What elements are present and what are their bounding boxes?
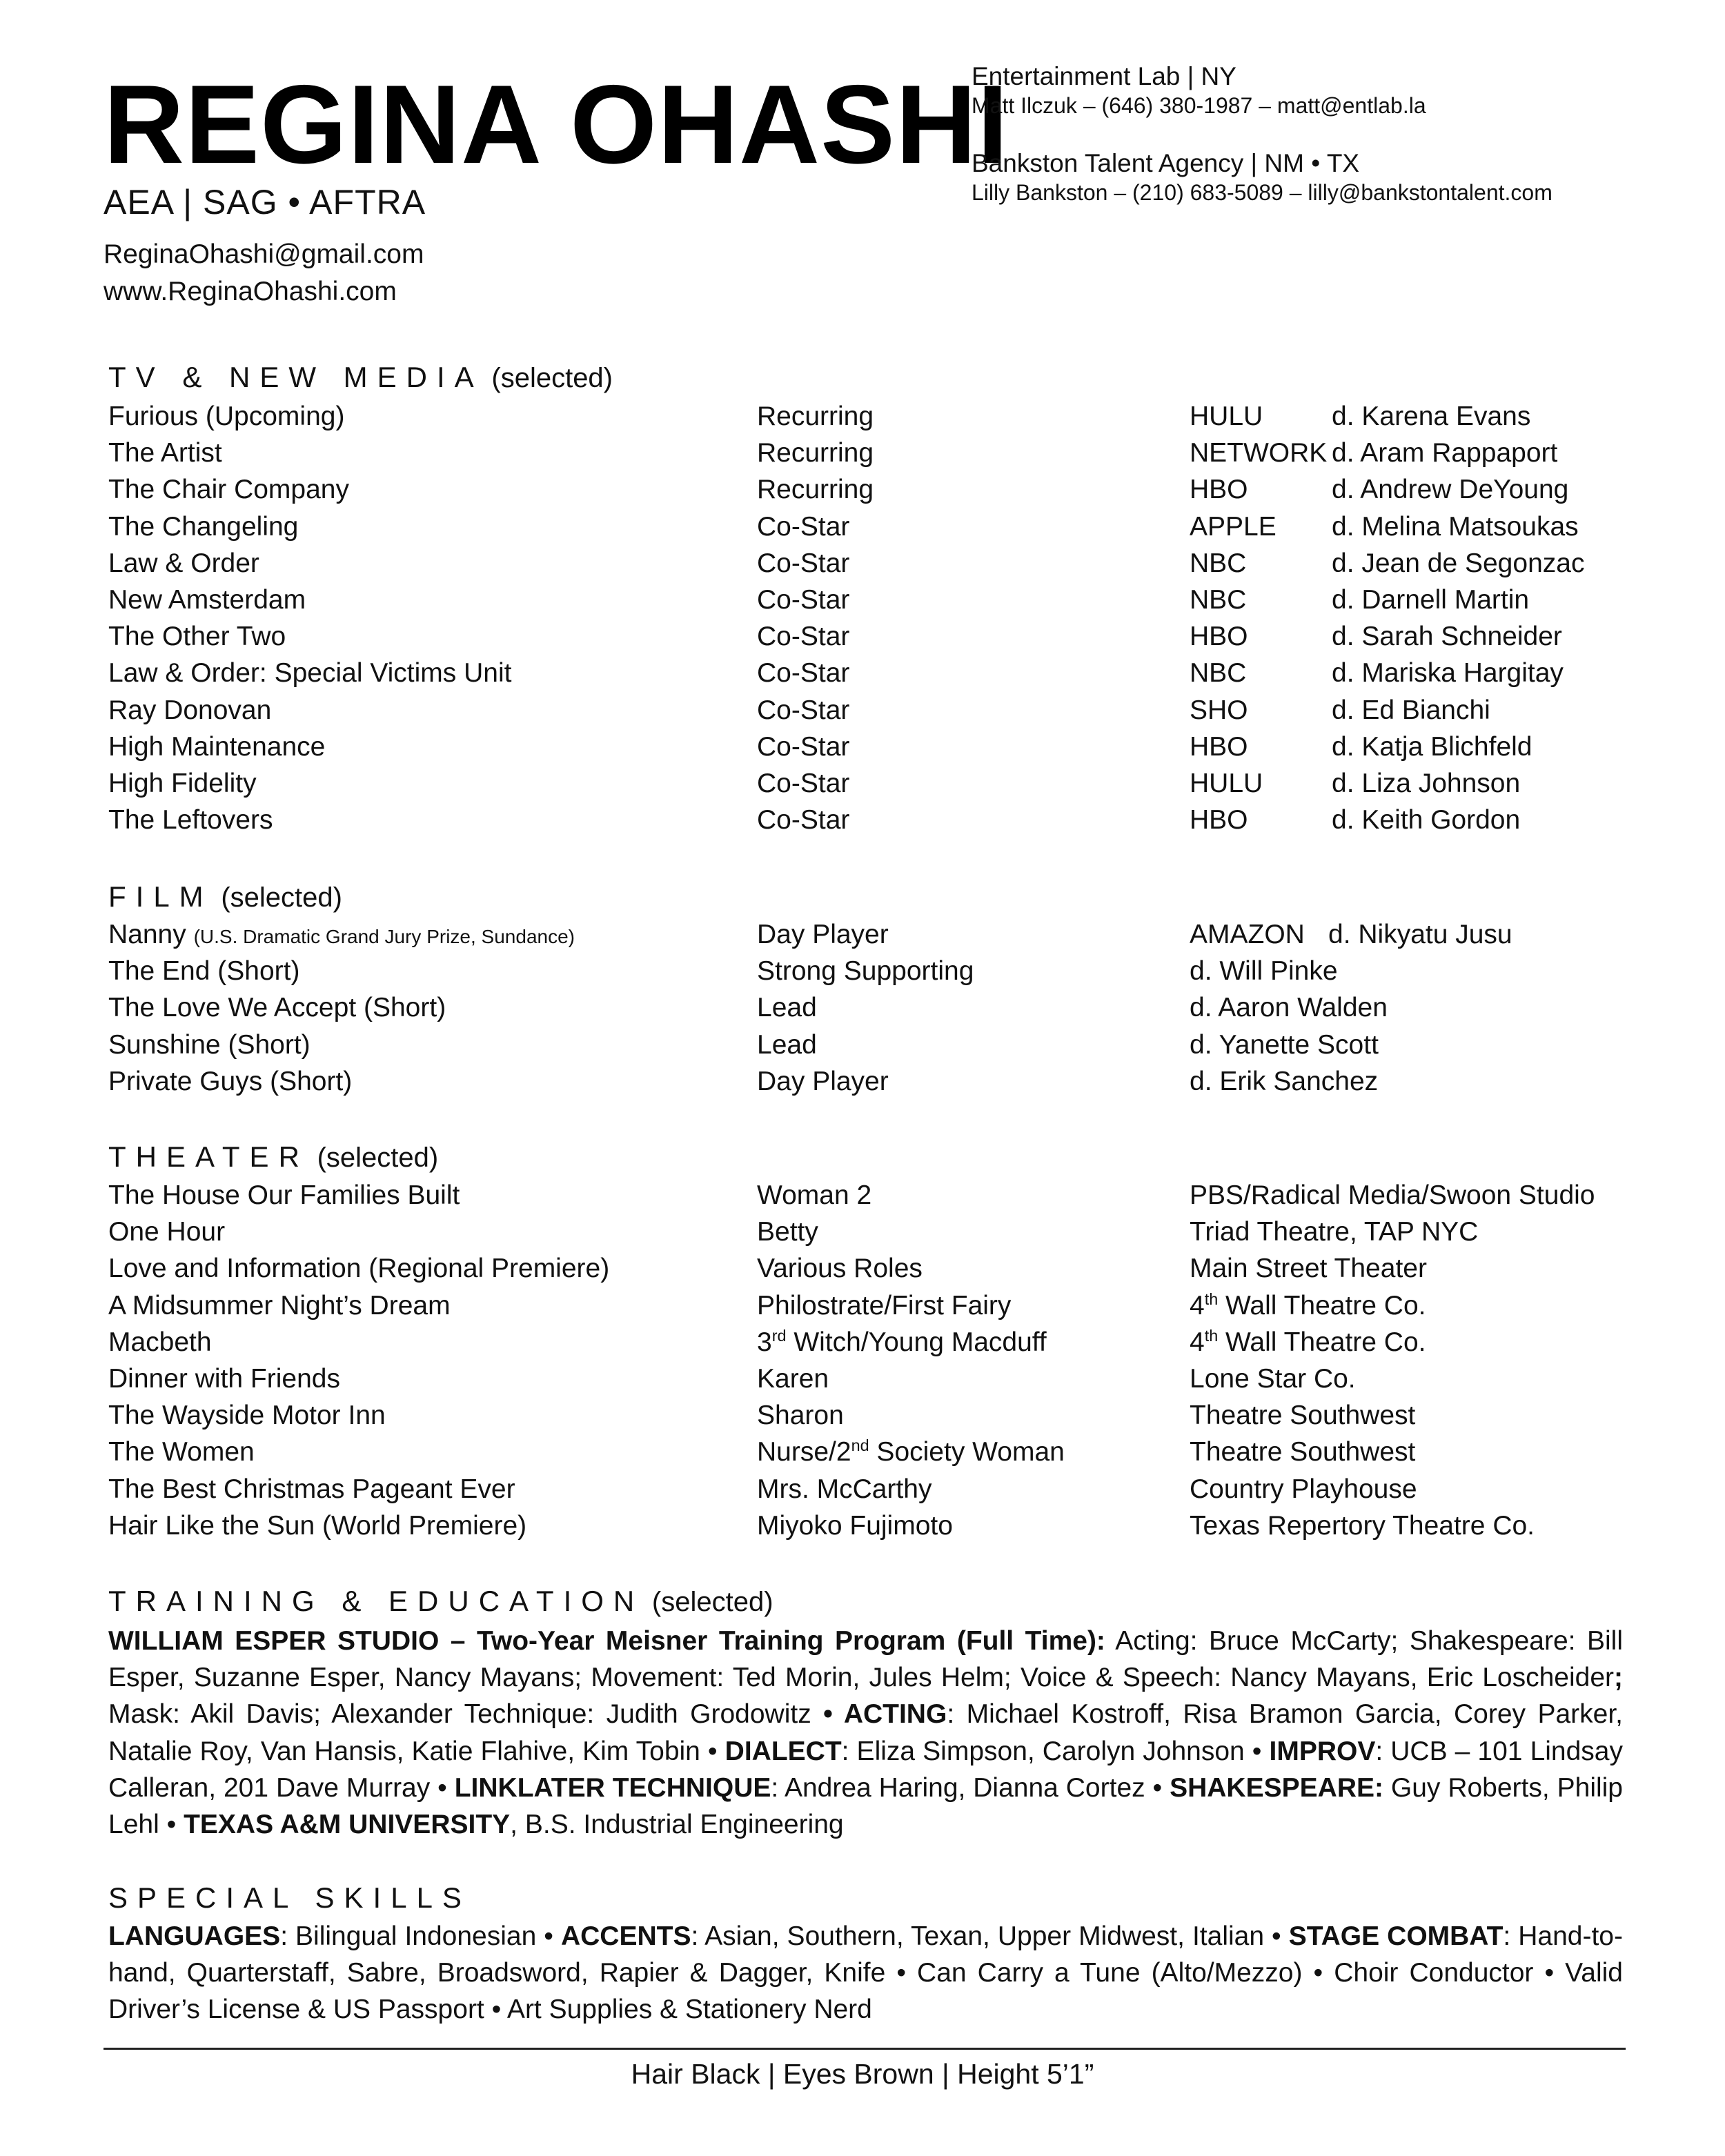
director: d. Mariska Hargitay (1332, 658, 1564, 689)
theater-row (108, 1287, 1626, 1324)
director: d. Sarah Schneider (1332, 622, 1562, 652)
section-subtitle: (selected) (491, 363, 613, 393)
theater-company: 4th Wall Theatre Co. (1190, 1326, 1426, 1357)
tv-row (108, 545, 1626, 582)
theater-company: PBS/Radical Media/Swoon Studio (1190, 1180, 1595, 1210)
role-type: Recurring (757, 438, 874, 468)
theater-row (108, 1397, 1626, 1434)
role-type: Co-Star (757, 511, 850, 542)
network: NBC (1190, 548, 1247, 578)
play-title: The Best Christmas Pageant Ever (108, 1474, 515, 1504)
theater-company: Triad Theatre, TAP NYC (1190, 1217, 1479, 1247)
tv-row (108, 655, 1626, 691)
play-title: One Hour (108, 1217, 226, 1247)
role-type: Co-Star (757, 731, 850, 762)
film-title: Private Guys (Short) (108, 1066, 353, 1096)
tv-row (108, 471, 1626, 508)
theater-row (108, 1177, 1626, 1214)
contact-info (103, 236, 424, 310)
film-role: Day Player (757, 1066, 889, 1096)
film-row (108, 1063, 1626, 1100)
film-row (108, 953, 1626, 989)
network: HULU (1190, 768, 1263, 798)
role-type: Co-Star (757, 695, 850, 725)
skills-paragraph: LANGUAGES: Bilingual Indonesian • ACCENTS: Asian, Southern, Texan, Upper Midwest, Italian • STAGE COMBAT: Hand-to-hand, Quarterstaff, Sabre, Broadsword, Rapier & Dagger, Knife • Can Carry a Tune (Alto/Mezzo) • Choir Conductor • Valid Driver’s License & US Passport • Art Supplies & Stationery Nerd (108, 1921, 1623, 2025)
show-title: High Maintenance (108, 731, 326, 762)
training-section-heading (108, 1587, 773, 1616)
film-title: The End (Short) (108, 956, 300, 987)
film-title: The Love We Accept (Short) (108, 993, 446, 1023)
play-role: Nurse/2nd Society Woman (757, 1436, 1065, 1467)
role-type: Co-Star (757, 622, 850, 652)
theater-row (108, 1471, 1626, 1507)
play-title: A Midsummer Night’s Dream (108, 1290, 451, 1321)
film-director: d. Aaron Walden (1190, 993, 1388, 1023)
film-role: Lead (757, 1029, 817, 1060)
role-type: Co-Star (757, 584, 850, 615)
play-title: Dinner with Friends (108, 1363, 340, 1394)
play-title: The Wayside Motor Inn (108, 1401, 386, 1431)
physical-stats: Hair Black | Eyes Brown | Height 5’1” (631, 2058, 1094, 2090)
network: NBC (1190, 658, 1247, 689)
role-type: Co-Star (757, 805, 850, 835)
show-title: New Amsterdam (108, 584, 306, 615)
theater-company: Texas Repertory Theatre Co. (1190, 1510, 1535, 1541)
play-title: The Women (108, 1437, 255, 1467)
theater-company: Theatre Southwest (1190, 1437, 1416, 1467)
play-role: Philostrate/First Fairy (757, 1290, 1012, 1321)
agency-name: Entertainment Lab | NY (972, 62, 1236, 90)
theater-section-heading (108, 1140, 439, 1173)
network: HBO (1190, 475, 1248, 505)
theater-company: 4th Wall Theatre Co. (1190, 1289, 1426, 1321)
show-title: Law & Order: Special Victims Unit (108, 658, 512, 689)
footer-divider (103, 2048, 1626, 2050)
theater-company: Theatre Southwest (1190, 1401, 1416, 1431)
section-title: SPECIAL SKILLS (108, 1881, 471, 1914)
film-role: Strong Supporting (757, 956, 974, 987)
show-title: The Artist (108, 438, 222, 468)
film-title: Nanny (U.S. Dramatic Grand Jury Prize, Sundance) (108, 920, 575, 949)
theater-row (108, 1214, 1626, 1250)
theater-row (108, 1434, 1626, 1470)
film-row (108, 916, 1626, 953)
tv-row (108, 435, 1626, 471)
director: d. Darnell Martin (1332, 584, 1530, 615)
play-title: Love and Information (Regional Premiere) (108, 1254, 610, 1284)
director: d. Karena Evans (1332, 402, 1531, 431)
section-title: TRAINING & EDUCATION (108, 1585, 644, 1617)
website-link[interactable]: www.ReginaOhashi.com (103, 277, 397, 306)
show-title: High Fidelity (108, 768, 257, 798)
film-credits-list (108, 916, 1626, 1100)
theater-row (108, 1507, 1626, 1544)
show-title: The Leftovers (108, 805, 273, 835)
theater-company: Main Street Theater (1190, 1254, 1427, 1284)
network: APPLE (1190, 511, 1276, 542)
play-role: Betty (757, 1217, 818, 1247)
agency-name: Bankston Talent Agency | NM • TX (972, 149, 1360, 177)
tv-row (108, 729, 1626, 765)
film-section-heading (108, 882, 342, 911)
section-title: THEATER (108, 1140, 309, 1173)
film-director: d. Nikyatu Jusu (1328, 920, 1512, 949)
film-distributor: AMAZON (1190, 920, 1305, 949)
theater-row (108, 1361, 1626, 1397)
section-subtitle: (selected) (317, 1143, 439, 1173)
section-subtitle: (selected) (651, 1587, 773, 1617)
tv-credits-list (108, 398, 1626, 838)
section-title: FILM (108, 880, 213, 913)
play-role: 3rd Witch/Young Macduff (757, 1326, 1047, 1357)
tv-row (108, 582, 1626, 618)
tv-row (108, 802, 1626, 838)
play-role: Various Roles (757, 1254, 923, 1284)
play-role: Sharon (757, 1401, 844, 1431)
director: d. Keith Gordon (1332, 805, 1521, 835)
role-type: Recurring (757, 402, 874, 431)
tv-row (108, 398, 1626, 435)
theater-row (108, 1324, 1626, 1361)
skills-section-heading (108, 1883, 471, 1912)
theater-credits-list (108, 1177, 1626, 1544)
theater-company: Lone Star Co. (1190, 1363, 1356, 1394)
play-title: Hair Like the Sun (World Premiere) (108, 1510, 527, 1541)
play-role: Woman 2 (757, 1180, 872, 1210)
show-title: The Other Two (108, 622, 286, 652)
play-role: Karen (757, 1363, 829, 1394)
union-affiliations: AEA | SAG • AFTRA (103, 183, 426, 221)
network: NBC (1190, 584, 1247, 615)
network: HBO (1190, 805, 1248, 835)
tv-row (108, 618, 1626, 655)
agency-contact: Matt Ilczuk – (646) 380-1987 – matt@entlab.la (972, 93, 1426, 118)
show-title: Ray Donovan (108, 695, 272, 725)
director: d. Melina Matsoukas (1332, 511, 1579, 542)
film-row (108, 1027, 1626, 1063)
section-subtitle: (selected) (221, 882, 342, 913)
role-type: Recurring (757, 475, 874, 505)
play-role: Mrs. McCarthy (757, 1474, 932, 1504)
tv-section-heading (108, 363, 613, 392)
tv-row (108, 765, 1626, 802)
director: d. Ed Bianchi (1332, 695, 1490, 725)
show-title: The Changeling (108, 511, 299, 542)
network: HULU (1190, 402, 1263, 431)
director: d. Jean de Segonzac (1332, 548, 1585, 578)
show-title: Furious (Upcoming) (108, 402, 345, 431)
film-row (108, 989, 1626, 1026)
email-link[interactable]: ReginaOhashi@gmail.com (103, 239, 424, 269)
theater-company: Country Playhouse (1190, 1474, 1417, 1504)
network: SHO (1190, 695, 1248, 725)
agency-contact: Lilly Bankston – (210) 683-5089 – lilly@bankstontalent.com (972, 180, 1552, 205)
network: NETWORK (1190, 438, 1328, 468)
section-title: TV & NEW MEDIA (108, 361, 484, 393)
training-paragraph: WILLIAM ESPER STUDIO – Two-Year Meisner Training Program (Full Time): Acting: Bruce McCarty; Shakespeare: Bill Esper, Suzanne Esper, Nancy Mayans; Movement: Ted Morin, Jules Helm; Voice & Speech: Nancy Mayans, Eric Loscheider; Mask: Akil Davis; Alexander Technique: Judith Grodowitz • ACTING: Michael Kostroff, Risa Bramon Garcia, Corey Parker, Natalie Roy, Van Hansis, Katie Flahive, Kim Tobin • DIALECT: Eliza Simpson, Carolyn Johnson • IMPROV: UCB – 101 Lindsay Calleran, 201 Dave Murray • LINKLATER TECHNIQUE: Andrea Haring, Dianna Cortez • SHAKESPEARE: Guy Roberts, Philip Lehl • TEXAS A&M UNIVERSITY, B.S. Industrial Engineering (108, 1626, 1624, 1840)
tv-row (108, 692, 1626, 729)
director: d. Liza Johnson (1332, 768, 1521, 798)
film-director: d. Erik Sanchez (1190, 1066, 1379, 1096)
play-title: Macbeth (108, 1327, 212, 1357)
film-director: d. Will Pinke (1190, 956, 1338, 987)
film-director: d. Yanette Scott (1190, 1029, 1379, 1060)
actor-name: REGINA OHASHI (103, 62, 1009, 187)
network: HBO (1190, 622, 1248, 652)
film-role: Lead (757, 993, 817, 1023)
award-note: (U.S. Dramatic Grand Jury Prize, Sundance) (193, 926, 575, 947)
play-role: Miyoko Fujimoto (757, 1510, 953, 1541)
network: HBO (1190, 731, 1248, 762)
tv-row (108, 508, 1626, 545)
show-title: Law & Order (108, 548, 259, 578)
agency-block (972, 62, 1552, 207)
play-title: The House Our Families Built (108, 1180, 460, 1210)
film-title: Sunshine (Short) (108, 1029, 310, 1060)
role-type: Co-Star (757, 658, 850, 689)
show-title: The Chair Company (108, 475, 349, 505)
director: d. Andrew DeYoung (1332, 475, 1569, 505)
role-type: Co-Star (757, 548, 850, 578)
film-role: Day Player (757, 920, 889, 949)
theater-row (108, 1250, 1626, 1287)
role-type: Co-Star (757, 768, 850, 798)
director: d. Katja Blichfeld (1332, 731, 1532, 762)
director: d. Aram Rappaport (1332, 438, 1558, 468)
